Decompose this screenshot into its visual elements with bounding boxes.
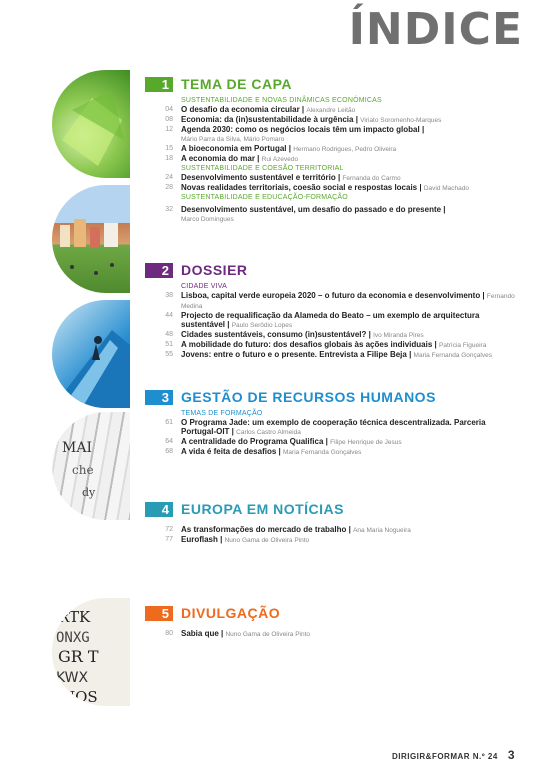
page-number: 51 — [165, 341, 173, 348]
section-number: 1 — [145, 77, 173, 92]
entry-title: A economia do mar | — [181, 154, 260, 163]
page-number: 15 — [165, 145, 173, 152]
folio-number: 3 — [507, 748, 515, 762]
subhead: CIDADE VIVA — [181, 283, 228, 290]
svg-text:NQS: NQS — [62, 688, 98, 706]
page-number: 32 — [165, 206, 173, 213]
page-number: 68 — [165, 448, 173, 455]
page-number: 12 — [165, 126, 173, 133]
svg-text:dy: dy — [82, 486, 96, 499]
page-number: 55 — [165, 351, 173, 358]
section-divulgacao — [145, 606, 517, 639]
toc-entry[interactable] — [145, 105, 517, 115]
dossier-city-image — [52, 185, 130, 293]
toc-entry[interactable] — [145, 183, 517, 193]
entry-author: Patrícia Figueira — [439, 342, 487, 349]
toc-entry[interactable] — [145, 340, 517, 350]
entry-title: A mobilidade do futuro: dos desafios globais às ações individuais | — [181, 340, 437, 349]
svg-text:che: che — [72, 463, 94, 477]
page-number: 08 — [165, 116, 173, 123]
page-number: 80 — [165, 630, 173, 637]
entry-author: Paulo Serôdio Lopes — [231, 322, 293, 329]
toc-entry[interactable] — [145, 437, 517, 447]
section-title: TEMA DE CAPA — [181, 76, 292, 92]
toc-entry[interactable] — [145, 144, 517, 154]
svg-text:KWX: KWX — [56, 670, 89, 686]
toc-entry[interactable] — [145, 311, 517, 330]
entry-title: Euroflash | — [181, 535, 223, 544]
toc-entry[interactable] — [145, 330, 517, 340]
entry-title: A centralidade do Programa Qualifica | — [181, 437, 328, 446]
page-number: 64 — [165, 438, 173, 445]
toc-entry[interactable] — [145, 115, 517, 125]
entry-title: Desenvolvimento sustentável e território | — [181, 173, 341, 182]
toc-entry[interactable] — [145, 205, 517, 224]
page-number: 24 — [165, 174, 173, 181]
entry-title: Sabia que | — [181, 629, 224, 638]
page-number: 04 — [165, 106, 173, 113]
section-title: DOSSIER — [181, 262, 248, 278]
svg-text:GR T: GR T — [58, 647, 99, 666]
svg-text:RTK: RTK — [58, 608, 91, 626]
section-number: 4 — [145, 502, 173, 517]
entry-author: Nuno Gama de Oliveira Pinto — [224, 537, 310, 544]
page-number: 28 — [165, 184, 173, 191]
section-title: GESTÃO DE RECURSOS HUMANOS — [181, 389, 436, 405]
toc-entry[interactable] — [145, 447, 517, 457]
entry-author: Fernando Medina — [181, 293, 515, 310]
subhead: SUSTENTABILIDADE E COESÃO TERRITORIAL — [181, 165, 344, 172]
section-number: 5 — [145, 606, 173, 621]
entry-author: Hermano Rodrigues, Pedro Oliveira — [293, 146, 397, 153]
subhead: SUSTENTABILIDADE E EDUCAÇÃO-FORMAÇÃO — [181, 194, 348, 201]
entry-author: Viriato Soromenho-Marques — [360, 117, 442, 124]
entry-title: A vida é feita de desafios | — [181, 447, 281, 456]
entry-author: Maria Fernanda Gonçalves — [413, 352, 492, 359]
page-number: 61 — [165, 419, 173, 426]
page-number: 38 — [165, 292, 173, 299]
section-gestao-rh — [145, 390, 517, 457]
toc-entry[interactable] — [145, 535, 517, 545]
subhead: SUSTENTABILIDADE E NOVAS DINÂMICAS ECONÓMICAS — [181, 97, 382, 104]
page-footer — [392, 748, 515, 762]
hr-climber-image — [52, 300, 130, 408]
section-title: DIVULGAÇÃO — [181, 605, 281, 621]
entry-author: Nuno Gama de Oliveira Pinto — [225, 631, 311, 638]
entry-author: Ana Maria Nogueira — [353, 527, 411, 534]
entry-title: Lisboa, capital verde europeia 2020 – o futuro da economia e desenvolvimento | — [181, 291, 485, 300]
toc-entry[interactable] — [145, 291, 517, 311]
entry-title: Economia: da (in)sustentabilidade à urgência | — [181, 115, 358, 124]
entry-author: Filipe Henrique de Jesus — [330, 439, 402, 446]
toc-entry[interactable] — [145, 350, 517, 360]
page-number: 72 — [165, 526, 173, 533]
entry-title: Agenda 2030: como os negócios locais têm um impacto global | — [181, 125, 425, 134]
section-number: 2 — [145, 263, 173, 278]
entry-author: Ivo Miranda Pires — [373, 332, 424, 339]
entry-author: David Machado — [423, 185, 469, 192]
toc-entry[interactable] — [145, 418, 517, 437]
entry-title: Jovens: entre o futuro e o presente. Entrevista a Filipe Beja | — [181, 350, 412, 359]
page-number: 77 — [165, 536, 173, 543]
section-title: EUROPA EM NOTÍCIAS — [181, 501, 345, 517]
entry-title: Desenvolvimento sustentável, um desafio do passado e do presente | — [181, 205, 446, 214]
svg-text:MAI: MAI — [62, 440, 92, 456]
toc-entry[interactable] — [145, 125, 517, 144]
entry-author: Carlos Castro Almeida — [236, 429, 301, 436]
entry-author: Mário Parra da Silva, Mário Pomaro — [181, 136, 285, 143]
page-title: ÍNDICE — [348, 4, 523, 55]
entry-title: Novas realidades territoriais, coesão social e respostas locais | — [181, 183, 422, 192]
page-number: 48 — [165, 331, 173, 338]
magazine-name: DIRIGIR&FORMAR N.º 24 — [391, 752, 498, 761]
toc-entry[interactable] — [145, 629, 517, 639]
entry-author: Alexandre Leitão — [306, 107, 356, 114]
section-europa — [145, 502, 517, 545]
toc-entry[interactable] — [145, 525, 517, 535]
svg-text:ONXG: ONXG — [56, 630, 90, 646]
subhead: TEMAS DE FORMAÇÃO — [181, 410, 263, 417]
page-number: 44 — [165, 312, 173, 319]
europe-newspapers-image — [52, 412, 130, 520]
toc-entry[interactable] — [145, 154, 517, 164]
section-tema-de-capa — [145, 77, 517, 224]
entry-author: Maria Fernanda Gonçalves — [283, 449, 362, 456]
entry-title: As transformações do mercado de trabalho | — [181, 525, 351, 534]
entry-author: Rui Azevedo — [261, 156, 299, 163]
section-number: 3 — [145, 390, 173, 405]
entry-title: A bioeconomia em Portugal | — [181, 144, 291, 153]
entry-title: Cidades sustentáveis, consumo (in)sustentável? | — [181, 330, 371, 339]
entry-title: O Programa Jade: um exemplo de cooperação técnica descentralizada. Parceria Portugal-OIT | — [181, 418, 486, 436]
entry-author: Fernanda do Carmo — [342, 175, 401, 182]
entry-author: Marco Domingues — [181, 216, 234, 223]
toc-entry[interactable] — [145, 173, 517, 183]
entry-title: O desafio da economia circular | — [181, 105, 305, 114]
cover-theme-image — [52, 70, 130, 178]
divulgacao-letters-image — [52, 598, 130, 706]
entry-title: Projecto de requalificação da Alameda do Beato – um exemplo de arquitectura sustentável | — [181, 311, 480, 329]
page-number: 18 — [165, 155, 173, 162]
section-dossier — [145, 263, 517, 360]
